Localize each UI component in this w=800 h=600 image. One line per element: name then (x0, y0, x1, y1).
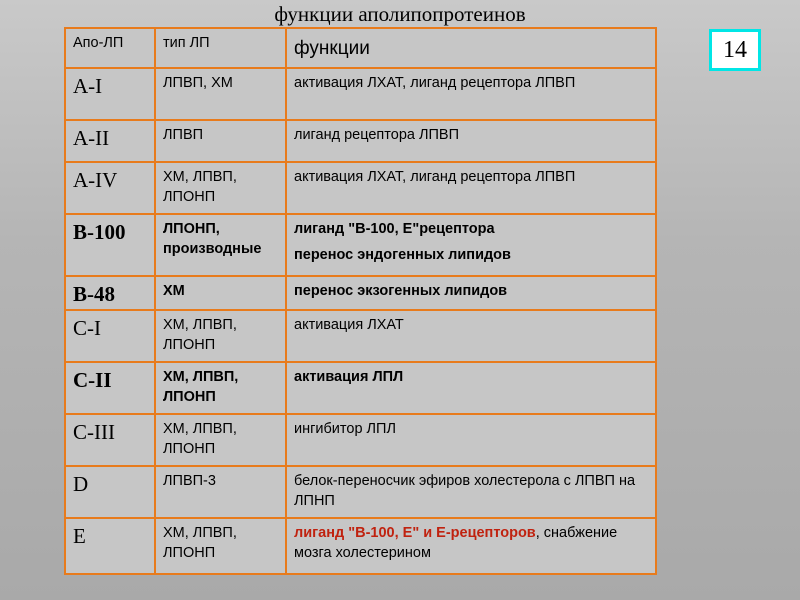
table-row (65, 310, 656, 362)
type-cell: ЛПВП, ХМ (155, 68, 286, 120)
apolipoprotein-table (64, 27, 657, 575)
apo-cell: A-IV (65, 162, 155, 214)
table-row (65, 276, 656, 310)
type-cell: ХМ, ЛПВП, ЛПОНП (155, 518, 286, 574)
function-cell: активация ЛПЛ (286, 362, 656, 414)
type-cell: ХМ, ЛПВП, ЛПОНП (155, 414, 286, 466)
apo-cell: E (65, 518, 155, 574)
type-cell: ЛПВП (155, 120, 286, 162)
function-line: лиганд "B-100, E"рецептора (294, 221, 495, 237)
apo-cell: D (65, 466, 155, 518)
function-cell: перенос экзогенных липидов (286, 276, 656, 310)
function-cell: активация ЛХАТ (286, 310, 656, 362)
header-function: функции (286, 28, 656, 68)
type-cell: ХМ (155, 276, 286, 310)
apo-cell: C-II (65, 362, 155, 414)
function-cell: активация ЛХАТ, лиганд рецептора ЛПВП (286, 68, 656, 120)
apo-cell: B-48 (65, 276, 155, 310)
type-cell: ХМ, ЛПВП, ЛПОНП (155, 310, 286, 362)
table-row (65, 214, 656, 276)
slide-number-badge: 14 (709, 29, 761, 71)
header-apo: Апо-ЛП (65, 28, 155, 68)
table-row (65, 162, 656, 214)
apo-cell: C-III (65, 414, 155, 466)
header-type: тип ЛП (155, 28, 286, 68)
function-cell (286, 518, 656, 574)
table-row (65, 518, 656, 574)
table-row (65, 120, 656, 162)
apo-cell: C-I (65, 310, 155, 362)
table-header-row (65, 28, 656, 68)
function-line: перенос эндогенных липидов (294, 247, 511, 263)
function-cell: активация ЛХАТ, лиганд рецептора ЛПВП (286, 162, 656, 214)
function-cell: лиганд рецептора ЛПВП (286, 120, 656, 162)
function-rest-text: , снабжение мозга холестерином (294, 525, 618, 561)
function-cell: белок-переносчик эфиров холестерола с ЛПВП на ЛПНП (286, 466, 656, 518)
table-row (65, 68, 656, 120)
type-cell: ЛПОНП, производные (155, 214, 286, 276)
type-cell: ХМ, ЛПВП, ЛПОНП (155, 362, 286, 414)
function-highlight-text: лиганд "B-100, E" и E-рецепторов (294, 525, 536, 541)
function-cell (286, 214, 656, 276)
table-row (65, 414, 656, 466)
type-cell: ХМ, ЛПВП, ЛПОНП (155, 162, 286, 214)
apo-cell: A-I (65, 68, 155, 120)
type-cell: ЛПВП-3 (155, 466, 286, 518)
table-row (65, 466, 656, 518)
table-row (65, 362, 656, 414)
apo-cell: B-100 (65, 214, 155, 276)
slide-title: функции аполипопротеинов (274, 2, 526, 26)
function-cell: ингибитор ЛПЛ (286, 414, 656, 466)
apo-cell: A-II (65, 120, 155, 162)
